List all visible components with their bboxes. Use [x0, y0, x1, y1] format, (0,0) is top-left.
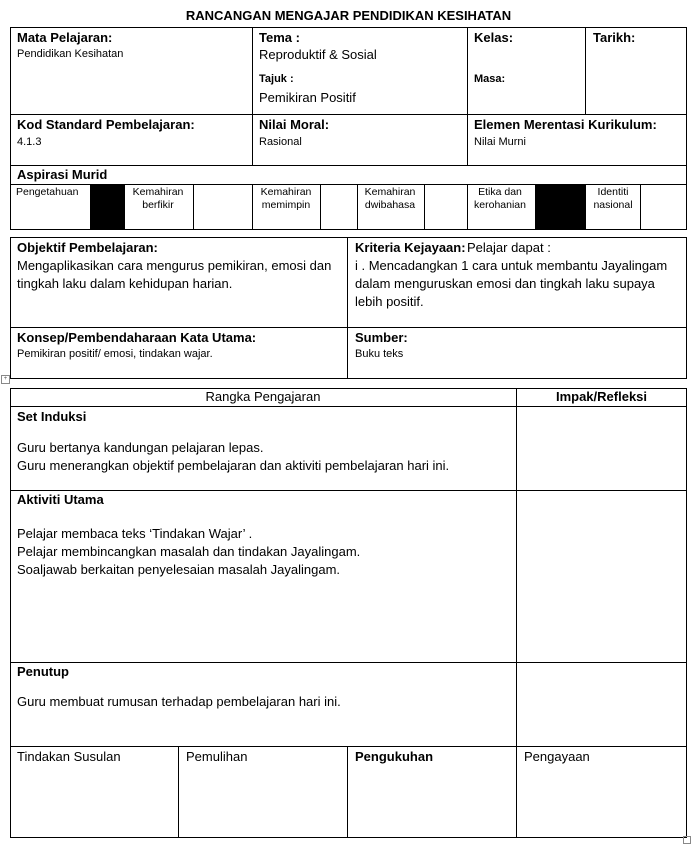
divider: [10, 746, 687, 747]
objektif-text: Mengaplikasikan cara mengurus pemikiran, emosi dan tingkah laku dalam kehidupan harian.: [17, 258, 332, 291]
aktiviti-line: Soaljawab berkaitan penyelesaian masalah Jayalingam.: [17, 562, 341, 577]
aspirasi-label: Aspirasi Murid: [17, 167, 108, 182]
divider: [10, 662, 687, 663]
pengukuhan-label: Pengukuhan: [355, 749, 434, 764]
aktiviti-utama-label: Aktiviti Utama: [17, 492, 104, 507]
table-resize-handle-icon[interactable]: [683, 836, 691, 844]
kriteria-text: i . Mencadangkan 1 cara untuk membantu Jayalingam dalam menguruskan emosi dan tingkah laku supaya lebih positif.: [355, 258, 668, 309]
aspirasi-item: Kemahiran berfikir: [132, 186, 184, 211]
divider: [124, 184, 125, 230]
aspirasi-item: Kemahiran dwibahasa: [364, 186, 416, 211]
nilai-moral-value: Rasional: [259, 136, 302, 148]
set-induksi-label: Set Induksi: [17, 409, 87, 424]
tema-value: Reproduktif & Sosial: [259, 47, 377, 62]
konsep-label: Konsep/Pembendaharaan Kata Utama:: [17, 330, 257, 345]
mata-pelajaran-value: Pendidikan Kesihatan: [17, 48, 124, 60]
kelas-label: Kelas:: [474, 30, 514, 45]
aspirasi-item: Etika dan kerohanian: [474, 186, 526, 211]
divider: [357, 184, 358, 230]
rangka-header: Rangka Pengajaran: [205, 389, 321, 404]
set-induksi-line: Guru menerangkan objektif pembelajaran dan aktiviti pembelajaran hari ini.: [17, 458, 450, 473]
masa-label: Masa:: [474, 73, 506, 85]
divider: [193, 184, 194, 230]
set-induksi-line: Guru bertanya kandungan pelajaran lepas.: [17, 440, 264, 455]
tarikh-label: Tarikh:: [593, 30, 636, 45]
penutup-line: Guru membuat rumusan terhadap pembelajaran hari ini.: [17, 694, 341, 709]
divider: [178, 746, 179, 838]
tema-label: Tema :: [259, 30, 300, 45]
divider: [640, 184, 641, 230]
divider: [10, 114, 687, 115]
filled-cell: [91, 185, 124, 229]
tindakan-susulan-label: Tindakan Susulan: [17, 749, 121, 764]
sumber-label: Sumber:: [355, 330, 408, 345]
objektif-label: Objektif Pembelajaran:: [17, 240, 158, 255]
divider: [347, 746, 348, 838]
divider: [252, 184, 253, 230]
aktiviti-line: Pelajar membaca teks ‘Tindakan Wajar’ .: [17, 526, 253, 541]
divider: [347, 237, 348, 379]
tajuk-label: Tajuk :: [259, 73, 294, 85]
pengayaan-label: Pengayaan: [524, 749, 590, 764]
aspirasi-item: Identiti nasional: [593, 186, 633, 211]
divider: [424, 184, 425, 230]
divider: [585, 27, 586, 114]
impak-header: Impak/Refleksi: [555, 389, 648, 404]
kod-standard-label: Kod Standard Pembelajaran:: [17, 117, 195, 132]
aktiviti-line: Pelajar membincangkan masalah dan tindakan Jayalingam.: [17, 544, 361, 559]
sumber-value: Buku teks: [355, 348, 404, 360]
table-move-handle-icon[interactable]: +: [1, 375, 10, 384]
divider: [320, 184, 321, 230]
divider: [10, 165, 687, 166]
tajuk-value: Pemikiran Positif: [259, 90, 356, 105]
aspirasi-item: Kemahiran memimpin: [260, 186, 312, 211]
divider: [467, 27, 468, 165]
pemulihan-label: Pemulihan: [186, 749, 248, 764]
konsep-value: Pemikiran positif/ emosi, tindakan wajar.: [17, 348, 213, 360]
divider: [252, 27, 253, 165]
elemen-label: Elemen Merentasi Kurikulum:: [474, 117, 657, 132]
nilai-moral-label: Nilai Moral:: [259, 117, 330, 132]
filled-cell: [536, 185, 585, 229]
divider: [10, 490, 687, 491]
kod-standard-value: 4.1.3: [17, 136, 42, 148]
kriteria-intro: Pelajar dapat :: [467, 240, 551, 255]
mata-pelajaran-label: Mata Pelajaran:: [17, 30, 113, 45]
divider: [516, 388, 517, 838]
penutup-label: Penutup: [17, 664, 69, 679]
kriteria-label: Kriteria Kejayaan:: [355, 240, 466, 255]
document-title: RANCANGAN MENGAJAR PENDIDIKAN KESIHATAN: [185, 8, 512, 23]
divider: [10, 327, 687, 328]
divider: [585, 184, 586, 230]
elemen-value: Nilai Murni: [474, 136, 526, 148]
divider: [10, 406, 687, 407]
aspirasi-item: Pengetahuan: [16, 186, 79, 198]
